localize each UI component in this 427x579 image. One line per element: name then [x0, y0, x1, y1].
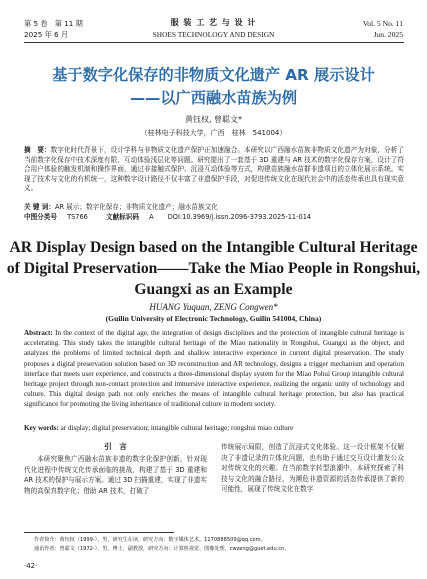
- header-volume-en: Vol. 5 No. 11: [362, 19, 403, 28]
- keywords-en-text: ar display; digital preservation; intangible cultural heritage; rongshui miao culture: [60, 424, 294, 432]
- title-en-line1: AR Display Design based on the Intangible Cultural Heritage: [9, 239, 418, 256]
- page-number: ·42·: [24, 562, 38, 570]
- affiliation-cn: （桂林电子科技大学，广西 桂林 541004）: [140, 129, 287, 137]
- clc-value: TS766: [67, 213, 88, 221]
- footnote-corresponding: 通讯作者：曾聪文（1972-），男，博士，副教授，研究方向：计算机视觉、图像处理，cwzeng@guet.edu.cn。: [34, 546, 290, 552]
- footnote-author: 作者简介：黄钰权（1999-），男，研究生在读，研究方向：数字媒体艺术，1170888509@qq.com。: [34, 537, 266, 543]
- classification-line: [24, 213, 404, 223]
- keywords-cn-label: 关 键 词：: [24, 203, 55, 211]
- abstract-en-text: In the context of the digital age, the integration of design disciplines and the protection of intangible cultural heritage is accelerating. This study takes the intangible cultural heritage of the Miao nationality in Rongshui, Guangxi as the object, and analyzes the problems of limited technical depth and shallow interactive experience in current digital preservation. The study proposes a digital preservation solution based on 3D reconstruction and AR technology, designs a trigger mechanism and operation interface that meets user experience, and constructs a three-dimensional display system for the Miao Pohui Group intangible cultural heritage project through non-contact protection and immersive interactive experience, realizing the organic unity of technology and culture. This digital design path not only enriches the means of intangible cultural heritage protection, but also has practical significance for promoting the living inheritance of traditional culture in modern society.: [24, 329, 404, 409]
- header-rule: [24, 42, 404, 43]
- header-date-cn: 2025 年 6 月: [24, 30, 69, 39]
- abstract-cn: [24, 146, 404, 194]
- header-journal-cn: 服 装 工 艺 与 设 计: [170, 18, 257, 27]
- keywords-cn: [24, 203, 404, 213]
- header-journal-en: SHOES TECHNOLOGY AND DESIGN: [152, 30, 275, 39]
- clc-label: 中图分类号: [24, 213, 57, 221]
- title-en-line3: Guangxi as an Example: [134, 281, 293, 298]
- body-right-column: 传统展示局限，创造了沉浸式文化体验。这一设计框架不仅解决了非遗记录的立体化问题，也有助于通过交互设计激发公众对传统文化的兴趣。在当前数字转型浪潮中，本研究探索了科技与文化的融合路径，为濒危非遗资源的活态传承提供了新的可能性，展现了传统文化在数字: [221, 443, 404, 494]
- keywords-en-label: Key words:: [24, 424, 59, 432]
- authors-en: HUANG Yuquan, ZENG Congwen*: [149, 302, 278, 312]
- section-title-intro: 引 言: [104, 442, 127, 451]
- doi: DOI:10.3969/j.issn.2096-3793.2025-11-014: [167, 213, 312, 221]
- header-date-en: Jun. 2025: [373, 30, 403, 39]
- doc-label: 文献标识码: [106, 213, 139, 221]
- title-cn-line1: 基于数字化保存的非物质文化遗产 AR 展示设计: [52, 66, 375, 84]
- abstract-cn-text: 数字化时代背景下，设计学科与非物质文化遗产保护正加速融合。本研究以广西融水苗族非物质文化遗产为对象，分析了当前数字化保存中技术深度有限、互动体验浅层化等问题。研究提出了一套基于 3D 重建与 AR 技术的数字化保存方案，设计了符合用户体验的触发机制和操作界面，通过非接触式保护、沉浸互动体验等方式，构建苗族融水苗群非遗项目的立体化展示系统。实现了技术与文化的有机统一，这种数字设计路径不仅丰富了非遗保护手段，对促进传统文化在现代社会中的活态传承也具有现实意义。: [24, 146, 404, 193]
- keywords-cn-text: AR 展示；数字化保存；非物质文化遗产；融水苗族文化: [54, 203, 218, 211]
- footnote-rule: [24, 532, 174, 533]
- affiliation-en: (Guilin University of Electronic Technology, Guilin 541004, China): [105, 314, 322, 323]
- abstract-en: [24, 328, 404, 410]
- body-left-column: 本研究聚焦广西融水苗族非遗的数字化保护创新，针对现代化进程中传统文化传承面临的挑战，构建了基于 3D 重建和 AR 技术的保护与展示方案。通过 3D 扫描重建，实现了非遗实物的高保真数字化；借助 AR 技术，打破了: [24, 455, 207, 495]
- title-cn-line2: ——以广西融水苗族为例: [129, 89, 298, 107]
- doc-value: A: [149, 213, 154, 221]
- keywords-en: [24, 423, 404, 433]
- header-volume-cn: 第 5 卷 第 11 期: [24, 19, 83, 28]
- title-en-line2: of Digital Preservation——Take the Miao People in Rongshui,: [6, 260, 421, 277]
- abstract-cn-label: 摘 要：: [24, 146, 51, 154]
- abstract-en-label: Abstract:: [24, 329, 53, 337]
- authors-cn: 黄钰权, 曾聪文*: [184, 115, 243, 124]
